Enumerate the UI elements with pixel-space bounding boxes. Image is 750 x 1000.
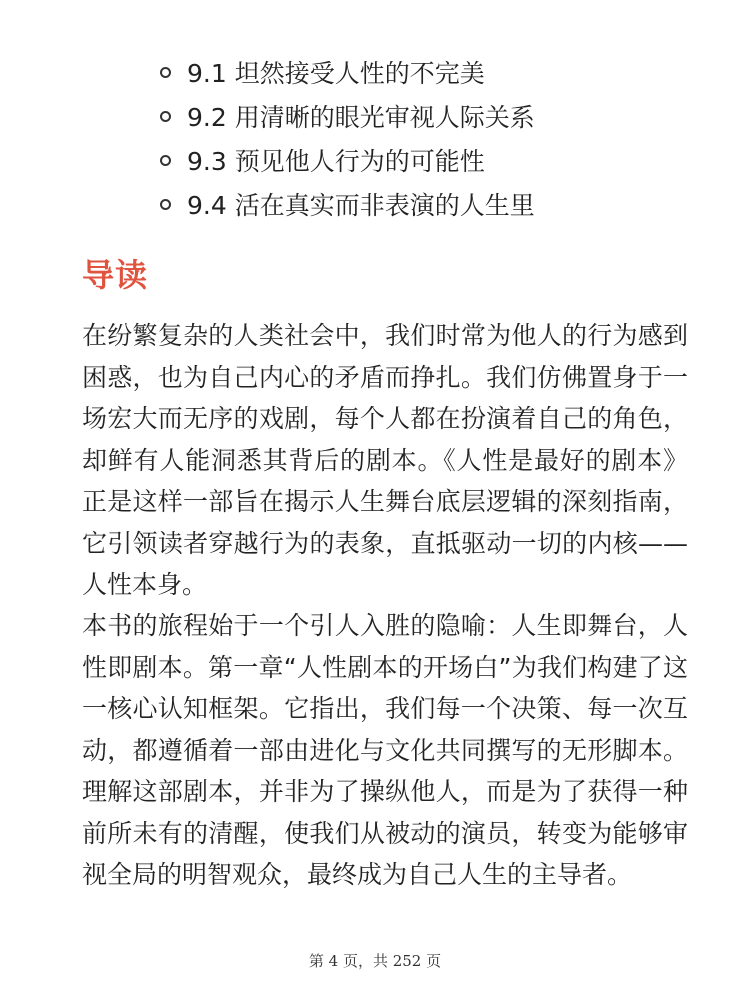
toc-item-9-1[interactable] <box>160 50 720 94</box>
toc-item-9-4[interactable] <box>160 182 720 226</box>
toc-item-9-2[interactable] <box>160 94 720 138</box>
body-paragraph: 本书的旅程始于一个引人入胜的隐喻：人生即舞台，人性即剧本。第一章“人性剧本的开场白”为我们构建了这一核心认知框架。它指出，我们每一个决策、每一次互动，都遵循着一部由进化与文化共同撰写的无形脚本。理解这部剧本，并非为了操纵他人，而是为了获得一种前所未有的清醒，使我们从被动的演员，转变为能够审视全局的明智观众，最终成为自己人生的主导者。 <box>82 611 688 889</box>
toc-item-label: 9.1 坦然接受人性的不完美 <box>187 59 485 88</box>
toc-list <box>160 50 720 226</box>
body-paragraph: 在纷繁复杂的人类社会中，我们时常为他人的行为感到困惑，也为自己内心的矛盾而挣扎。我们仿佛置身于一场宏大而无序的戏剧，每个人都在扮演着自己的角色，却鲜有人能洞悉其背后的剧本。《人性是最好的剧本》正是这样一部旨在揭示人生舞台底层逻辑的深刻指南，它引领读者穿越行为的表象，直抵驱动一切的内核——人性本身。 <box>82 321 688 599</box>
hollow-circle-bullet-icon <box>160 155 171 166</box>
hollow-circle-bullet-icon <box>160 199 171 210</box>
toc-item-label: 9.3 预见他人行为的可能性 <box>187 147 485 176</box>
toc-item-label: 9.4 活在真实而非表演的人生里 <box>187 191 535 220</box>
toc-item-label: 9.2 用清晰的眼光审视人际关系 <box>187 103 535 132</box>
section-heading: 导读 <box>82 256 149 294</box>
page-number-footer: 第 4 页，共 252 页 <box>308 952 442 970</box>
toc-item-9-3[interactable] <box>160 138 720 182</box>
hollow-circle-bullet-icon <box>160 67 171 78</box>
hollow-circle-bullet-icon <box>160 111 171 122</box>
